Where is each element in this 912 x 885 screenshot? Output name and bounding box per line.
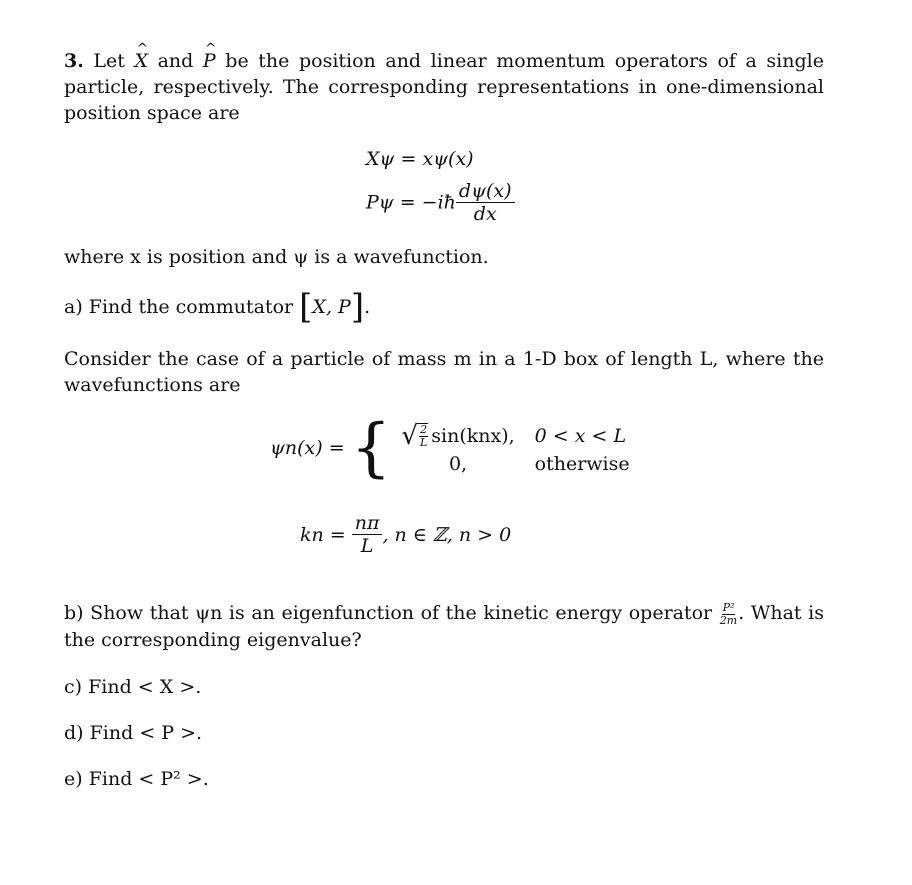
kn-denominator: L [360,535,374,557]
part-d: d) Find < P >. [64,722,203,744]
eq1-lhs: Xψ = [366,148,423,170]
part-b [64,600,824,653]
left-bracket: [ [299,287,313,327]
cases-table [401,421,629,475]
momentum-operator-equation [366,180,515,225]
position-operator-equation [366,148,474,170]
sqrt-denominator: L [419,436,428,449]
radical-sign: √ [401,421,418,451]
kn-definition [300,512,511,557]
case1-condition: 0 < x < L [534,425,627,447]
kn-fraction [352,512,383,557]
kinetic-operator-fraction [719,602,738,627]
left-brace: { [350,411,392,485]
intro-let: Let [93,50,125,72]
commutator-body: X, P [312,296,351,318]
part-a-label: a) Find the commutator [64,296,294,318]
eq1-rhs: xψ(x) [422,148,474,170]
sqrt-factor [401,421,428,451]
part-b-text-2: . What is the corresponding eigenvalue? [64,602,824,651]
case1-expression [401,421,514,451]
right-bracket: ] [350,287,365,327]
part-b-text-1: b) Show that ψn is an eigenfunction of the kinetic energy operator [64,602,713,624]
kn-condition: , n ∈ ℤ, n > 0 [382,523,512,546]
consider-text: Consider the case of a particle of mass m in a 1-D box of length L, where the wavefunctions are [64,348,824,396]
sqrt-fraction [419,424,428,449]
part-e: e) Find < P² >. [64,768,209,790]
eq2-denominator: dx [473,203,497,225]
psi-lhs: ψn(x) = [270,437,345,459]
wavefunction-definition [270,411,630,485]
case2-condition: otherwise [534,453,630,475]
sqrt-numerator: 2 [420,423,428,436]
where-text: where x is position and ψ is a wavefunction. [64,246,489,268]
case1-sin: sin(knx), [431,425,515,447]
kinetic-denominator: 2m [719,613,738,627]
eq2-numerator: dψ(x) [456,180,515,203]
operator-p: ^ P [203,48,216,74]
eq2-lhs: Pψ = −iħ [366,191,456,214]
intro-rest: be the position and linear momentum operators of a single particle, respectively. The corresponding representations in one-dimensional position space are [64,50,824,124]
problem-number: 3. [64,50,84,72]
operator-x: ^ X [135,48,149,74]
kinetic-numerator: P² [722,600,735,614]
kn-numerator: nπ [352,512,383,535]
part-c: c) Find < X >. [64,676,202,698]
eq2-fraction [456,180,515,225]
case2-expression: 0, [448,453,468,475]
part-a: a) Find the commutator [X, P]. [64,287,371,327]
intro-and: and [157,50,194,72]
problem-intro [64,48,824,126]
kn-lhs: kn = [300,523,346,546]
